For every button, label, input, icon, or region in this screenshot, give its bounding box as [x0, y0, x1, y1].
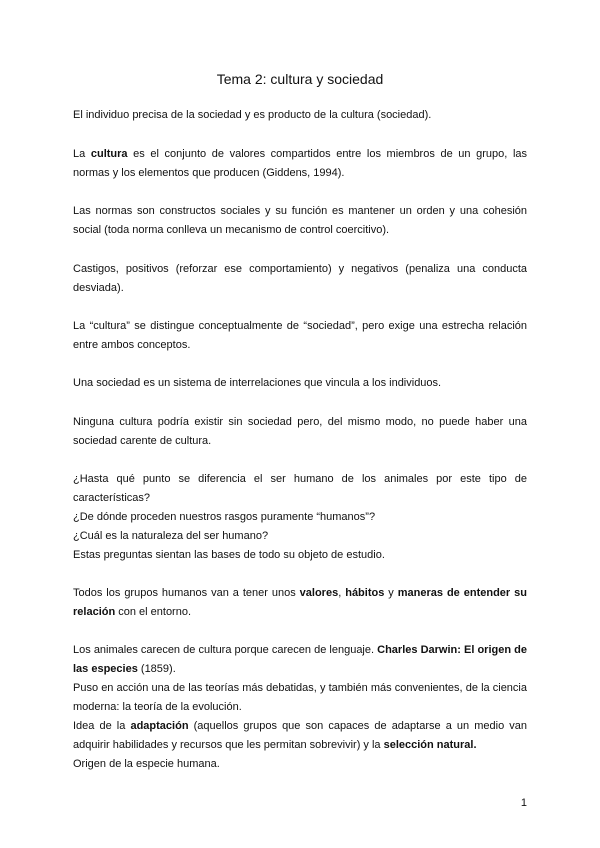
paragraph-preguntas [73, 470, 527, 565]
statement-line: Estas preguntas sientan las bases de todo su objeto de estudio. [73, 549, 385, 561]
text-run: Todos los grupos humanos van a tener unos [73, 587, 300, 599]
paragraph-text: Una sociedad es un sistema de interrelaciones que vincula a los individuos. [73, 377, 442, 389]
text-run: (aquellos grupos que son capaces de adaptarse a un medio van adquirir habilidades y recursos que les permitan sobrevivir) y la [73, 720, 528, 751]
bold-term-habitos: hábitos [345, 587, 385, 599]
text-run: (1859). [137, 663, 176, 675]
text-run: y [384, 587, 398, 599]
text-run: Los animales carecen de cultura porque carecen de lenguaje. [73, 644, 378, 656]
page-title: Tema 2: cultura y sociedad [216, 71, 384, 87]
text-run: , [338, 587, 346, 599]
paragraph-normas [73, 202, 527, 240]
paragraph-cultura-sociedad [73, 317, 527, 355]
paragraph-text: Castigos, positivos (reforzar ese comportamiento) y negativos (penaliza una conducta desviada). [73, 263, 527, 294]
text-run: La [73, 148, 91, 160]
bold-term-seleccion-natural: selección natural. [383, 739, 477, 751]
paragraph-text: Las normas son constructos sociales y su función es mantener un orden y una cohesión social (toda norma conlleva un mecanismo de control coercitivo). [73, 205, 527, 236]
text-run: es el conjunto de valores compartidos entre los miembros de un grupo, las normas y los elementos que producen (Giddens, 1994). [73, 148, 528, 179]
origin-line: Origen de la especie humana. [73, 758, 220, 770]
darwin-line [73, 641, 527, 679]
text-run: Idea de la [73, 720, 131, 732]
paragraph-text: Ninguna cultura podría existir sin sociedad pero, del mismo modo, no puede haber una sociedad carente de cultura. [73, 416, 527, 447]
bold-term-darwin: Charles Darwin: El origen de las especies [73, 644, 527, 675]
paragraph-text: El individuo precisa de la sociedad y es producto de la cultura (sociedad). [73, 109, 432, 121]
paragraph-cultura-definition [73, 145, 527, 183]
paragraph-ninguna-cultura [73, 413, 527, 451]
question-line: ¿De dónde proceden nuestros rasgos puramente “humanos”? [73, 511, 376, 523]
text-run: con el entorno. [115, 606, 192, 618]
paragraph-text: La “cultura” se distingue conceptualmente de “sociedad”, pero exige una estrecha relación entre ambos conceptos. [73, 320, 527, 351]
bold-term-cultura: cultura [90, 148, 128, 160]
paragraph-individuo [73, 106, 527, 125]
bold-term-adaptacion: adaptación [130, 720, 189, 732]
paragraph-sistema [73, 374, 527, 393]
question-line: ¿Cuál es la naturaleza del ser humano? [73, 530, 269, 542]
paragraph-castigos [73, 260, 527, 298]
paragraph-grupos-humanos [73, 584, 527, 622]
adaptation-line [73, 717, 527, 755]
paragraph-darwin [73, 641, 527, 774]
evolution-line: Puso en acción una de las teorías más debatidas, y también más convenientes, de la ciencia moderna: la teoría de la evolución. [73, 682, 527, 713]
question-line: ¿Hasta qué punto se diferencia el ser humano de los animales por este tipo de características? [73, 473, 527, 504]
bold-term-valores: valores [299, 587, 339, 599]
page-number: 1 [520, 797, 527, 809]
bold-term-maneras: maneras de entender su relación [73, 587, 527, 618]
